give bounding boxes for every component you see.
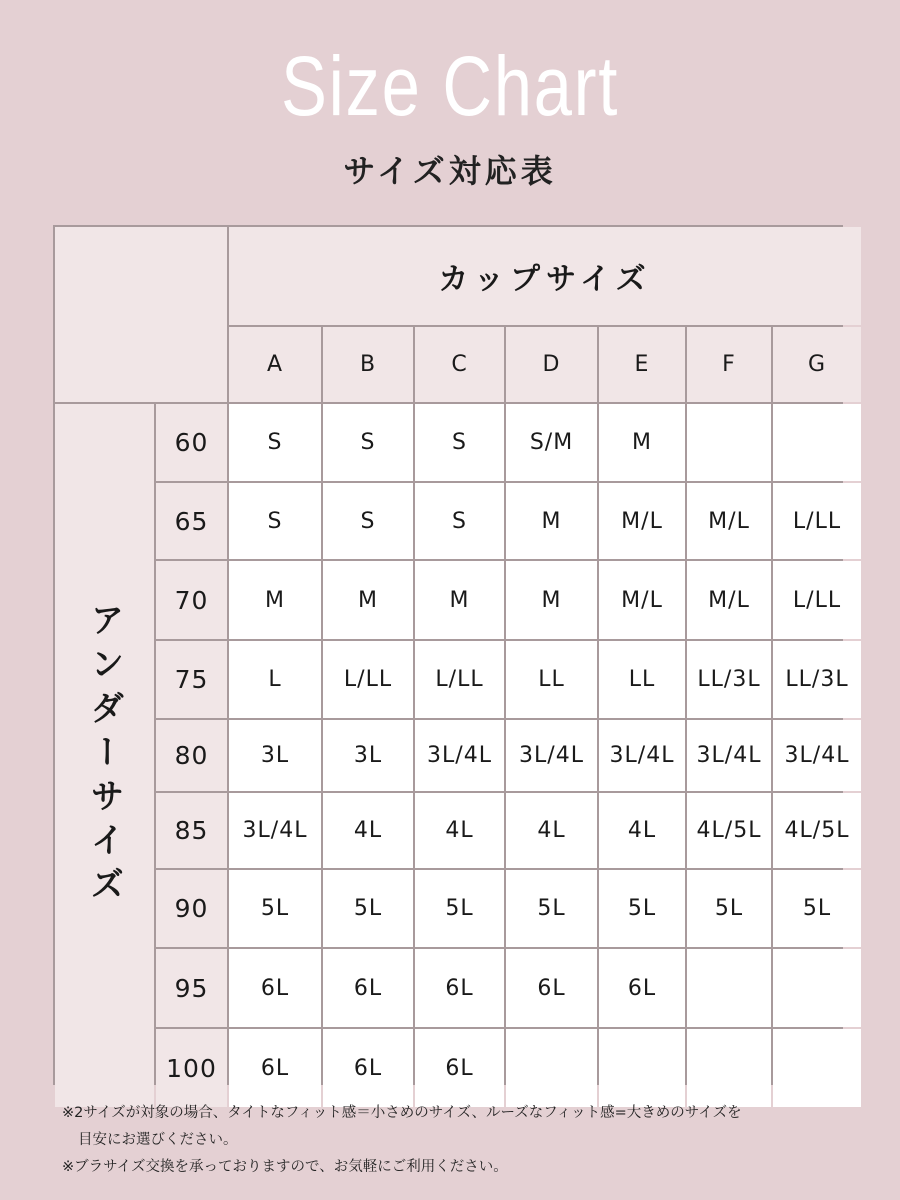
size-cell: M (229, 561, 321, 639)
cup-header-f: F (687, 327, 771, 402)
size-cell: 6L (229, 949, 321, 1027)
note-2: ※ブラサイズ交換を承っておりますので、お気軽にご利用ください。 (62, 1159, 508, 1175)
size-cell (687, 949, 771, 1027)
size-cell: M/L (687, 483, 771, 559)
size-cell: 3L/4L (415, 720, 504, 791)
size-cell: 4L/5L (687, 793, 771, 868)
size-cell: S/M (506, 404, 597, 481)
size-cell: 6L (229, 1029, 321, 1107)
cup-size-header: カップサイズ (229, 227, 861, 325)
under-size-100: 100 (156, 1029, 227, 1107)
page-subtitle: サイズ対応表 (343, 152, 557, 190)
size-cell: 5L (229, 870, 321, 947)
size-cell: 4L (599, 793, 685, 868)
size-cell: LL (599, 641, 685, 718)
size-cell: L/LL (415, 641, 504, 718)
under-size-80: 80 (156, 720, 227, 791)
size-cell (687, 404, 771, 481)
size-cell (773, 1029, 861, 1107)
cup-header-e: E (599, 327, 685, 402)
size-cell (687, 1029, 771, 1107)
size-cell: S (229, 404, 321, 481)
size-cell: L/LL (773, 561, 861, 639)
size-cell: 5L (415, 870, 504, 947)
size-cell: S (323, 483, 413, 559)
under-size-95: 95 (156, 949, 227, 1027)
size-cell: 6L (323, 1029, 413, 1107)
under-size-85: 85 (156, 793, 227, 868)
size-cell: 4L (323, 793, 413, 868)
size-table (53, 225, 850, 1085)
cup-header-b: B (323, 327, 413, 402)
size-cell: 4L/5L (773, 793, 861, 868)
size-cell: 3L/4L (229, 793, 321, 868)
under-size-75: 75 (156, 641, 227, 718)
size-cell: 6L (599, 949, 685, 1027)
size-cell: 5L (773, 870, 861, 947)
under-size-header: アンダーサイズ (55, 404, 154, 1107)
size-cell: LL/3L (687, 641, 771, 718)
size-cell: 4L (506, 793, 597, 868)
size-cell: 6L (506, 949, 597, 1027)
size-cell (599, 1029, 685, 1107)
size-cell: LL/3L (773, 641, 861, 718)
corner-cell (55, 227, 227, 402)
size-cell: L/LL (323, 641, 413, 718)
size-cell: 3L/4L (773, 720, 861, 791)
cup-header-a: A (229, 327, 321, 402)
under-size-65: 65 (156, 483, 227, 559)
size-cell: S (415, 404, 504, 481)
size-cell: L/LL (773, 483, 861, 559)
size-cell: 3L/4L (599, 720, 685, 791)
cup-header-d: D (506, 327, 597, 402)
size-cell: 6L (415, 949, 504, 1027)
size-cell (773, 949, 861, 1027)
size-cell (773, 404, 861, 481)
size-cell: 5L (687, 870, 771, 947)
size-cell: S (323, 404, 413, 481)
size-cell: 6L (415, 1029, 504, 1107)
size-cell: 4L (415, 793, 504, 868)
size-cell: M (415, 561, 504, 639)
size-cell: 3L/4L (687, 720, 771, 791)
page-title: Size Chart (281, 39, 619, 133)
size-cell: M/L (599, 561, 685, 639)
cup-header-g: G (773, 327, 861, 402)
note-1: ※2サイズが対象の場合、タイトなフィット感＝小さめのサイズ、ルーズなフィット感=大きめのサイズを (62, 1105, 742, 1121)
size-cell: 3L (229, 720, 321, 791)
size-cell: M (323, 561, 413, 639)
size-cell: 5L (506, 870, 597, 947)
cup-header-c: C (415, 327, 504, 402)
size-cell: M/L (687, 561, 771, 639)
size-cell: 3L/4L (506, 720, 597, 791)
under-size-60: 60 (156, 404, 227, 481)
size-cell: S (229, 483, 321, 559)
size-cell: M (599, 404, 685, 481)
size-cell: M/L (599, 483, 685, 559)
under-size-70: 70 (156, 561, 227, 639)
note-1-cont: 目安にお選びください。 (78, 1132, 238, 1148)
size-cell: LL (506, 641, 597, 718)
size-cell (506, 1029, 597, 1107)
size-cell: M (506, 483, 597, 559)
size-cell: L (229, 641, 321, 718)
footnotes (62, 1100, 742, 1181)
size-cell: S (415, 483, 504, 559)
size-cell: 6L (323, 949, 413, 1027)
under-size-90: 90 (156, 870, 227, 947)
size-cell: M (506, 561, 597, 639)
size-cell: 3L (323, 720, 413, 791)
size-cell: 5L (323, 870, 413, 947)
size-cell: 5L (599, 870, 685, 947)
